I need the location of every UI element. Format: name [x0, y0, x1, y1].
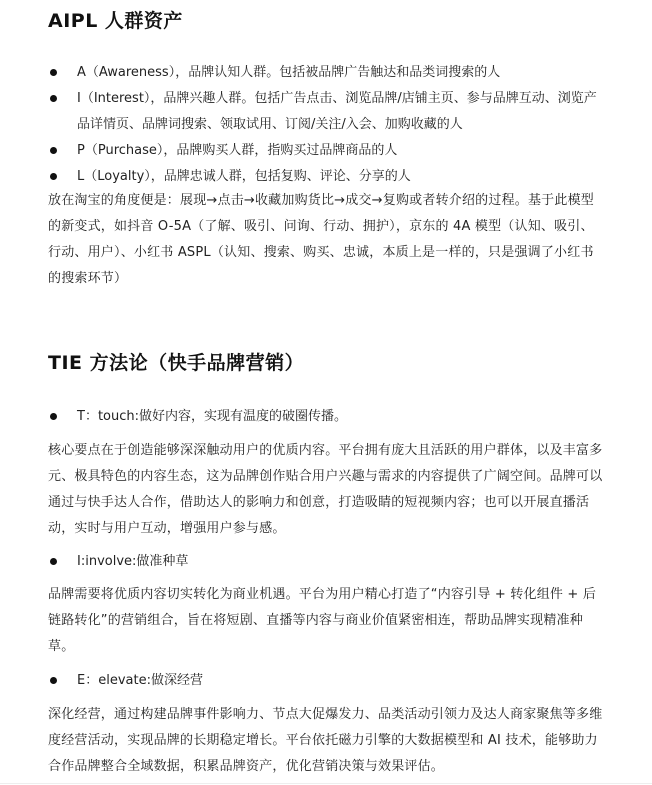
bullet-dot-icon	[50, 677, 57, 684]
aipl-bullet-text: L（Loyalty），品牌忠诚人群，包括复购、评论、分享的人	[77, 169, 411, 184]
aipl-bullet-text: I（Interest），品牌兴趣人群。包括广告点击、浏览品牌/店铺主页、参与品牌互动、浏览产品详情页、品牌词搜索、领取试用、订阅/关注/入会、加购收藏的人	[77, 91, 597, 132]
aipl-bullet-interest	[50, 86, 606, 138]
aipl-bullet-loyalty	[50, 164, 606, 190]
tie-heading: TIE 方法论（快手品牌营销）	[48, 352, 305, 374]
tie-bullet-text: I:involve:做准种草	[77, 554, 189, 569]
aipl-heading: AIPL 人群资产	[48, 10, 183, 32]
bullet-dot-icon	[50, 173, 57, 180]
tie-elevate-paragraph: 深化经营，通过构建品牌事件影响力、节点大促爆发力、品类活动引领力及达人商家聚焦等多维度经营活动，实现品牌的长期稳定增长。平台依托磁力引擎的大数据模型和 AI 技术，能够助力合作品牌整合全域数据，积累品牌资产，优化营销决策与效果评估。	[48, 707, 603, 774]
tie-bullet-text: T：touch:做好内容，实现有温度的破圈传播。	[77, 409, 347, 424]
tie-involve-paragraph: 品牌需要将优质内容切实转化为商业机遇。平台为用户精心打造了“内容引导 + 转化组件 + 后链路转化”的营销组合，旨在将短剧、直播等内容与商业价值紧密相连，帮助品牌实现精准种草。	[48, 587, 597, 654]
tie-touch-paragraph: 核心要点在于创造能够深深触动用户的优质内容。平台拥有庞大且活跃的用户群体，以及丰富多元、极具特色的内容生态，这为品牌创作贴合用户兴趣与需求的内容提供了广阔空间。品牌可以通过与快手达人合作，借助达人的影响力和创意，打造吸睛的短视频内容；也可以开展直播活动，实时与用户互动，增强用户参与感。	[48, 443, 603, 536]
bullet-dot-icon	[50, 558, 57, 565]
bullet-dot-icon	[50, 147, 57, 154]
aipl-summary-paragraph: 放在淘宝的角度便是：展现→点击→收藏加购货比→成交→复购或者转介绍的过程。基于此模型的新变式，如抖音 O-5A（了解、吸引、问询、行动、拥护），京东的 4A 模型（认知、吸引、行动、用户）、小红书 ASPL（认知、搜索、购买、忠诚，本质上是一样的，只是强调了小红书的搜索环节）	[48, 193, 594, 286]
bottom-divider	[0, 783, 652, 784]
tie-bullet-elevate	[50, 668, 606, 694]
bullet-dot-icon	[50, 413, 57, 420]
bullet-dot-icon	[50, 95, 57, 102]
tie-bullet-text: E：elevate:做深经营	[77, 673, 203, 688]
aipl-bullet-text: A（Awareness），品牌认知人群。包括被品牌广告触达和品类词搜索的人	[77, 65, 501, 80]
tie-bullet-involve	[50, 549, 606, 575]
aipl-bullet-purchase	[50, 138, 606, 164]
aipl-bullet-text: P（Purchase），品牌购买人群，指购买过品牌商品的人	[77, 143, 398, 158]
bullet-dot-icon	[50, 69, 57, 76]
tie-bullet-touch	[50, 404, 606, 430]
aipl-bullet-awareness	[50, 60, 606, 86]
